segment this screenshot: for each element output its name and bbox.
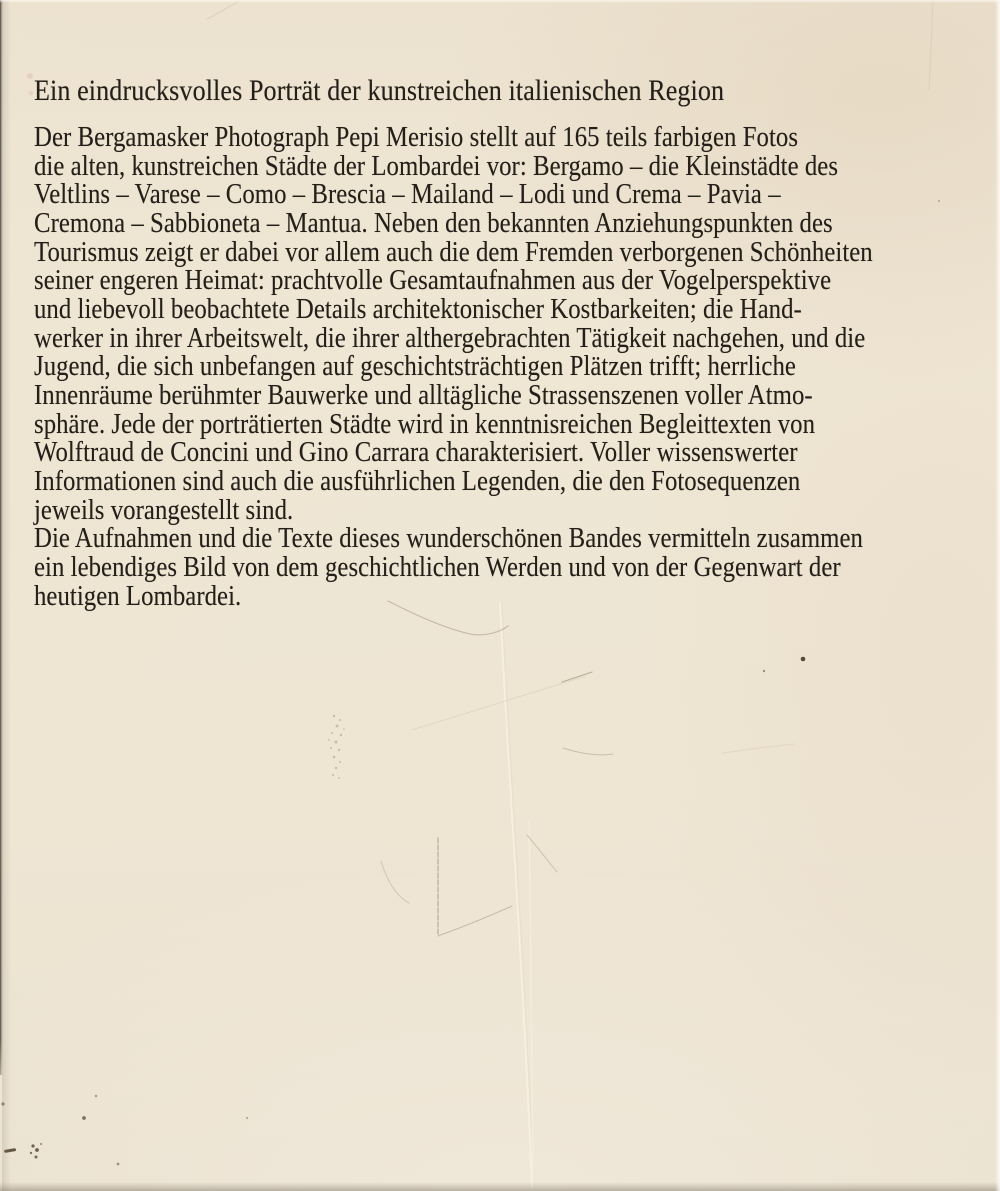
text-line: sphäre. Jede der porträtierten Städte wird in kenntnisreichen Begleittexten von <box>34 408 816 440</box>
scratch-line <box>438 906 512 936</box>
text-line: Informationen sind auch die ausführlichen Legenden, die den Fotosequenzen <box>34 465 801 497</box>
crease-line <box>500 602 532 1189</box>
crease-line <box>502 602 534 1189</box>
scan-edge-left-shadow <box>2 0 11 1191</box>
scan-edge-right-highlight <box>995 0 1000 1191</box>
text-line: seiner engeren Heimat: prachtvolle Gesamtaufnahmen aus der Vogelperspektive <box>34 265 832 297</box>
text-line: Jugend, die sich unbefangen auf geschichtsträchtigen Plätzen trifft; herrliche <box>34 351 796 383</box>
scan-edge-top-highlight <box>0 0 1000 3</box>
scratch-line <box>723 744 794 753</box>
text-block <box>34 74 873 611</box>
text-line: Die Aufnahmen und die Texte dieses wunderschönen Bandes vermitteln zusammen <box>34 523 863 555</box>
page-title: Ein eindrucksvolles Porträt der kunstreichen italienischen Region <box>34 75 725 107</box>
text-line: Veltlins – Varese – Como – Brescia – Mailand – Lodi und Crema – Pavia – <box>34 179 781 211</box>
scan-edge-bottom-shadow <box>0 1182 1000 1191</box>
text-line: ein lebendiges Bild von dem geschichtlichen Werden und von der Gegenwart der <box>34 551 841 583</box>
crease-line <box>207 2 238 19</box>
text-line: und liebevoll beobachtete Details architektonischer Kostbarkeiten; die Hand- <box>34 293 802 325</box>
text-line: heutigen Lombardei. <box>34 580 242 612</box>
text-line: Cremona – Sabbioneta – Mantua. Neben den bekannten Anziehungspunkten des <box>34 207 833 239</box>
scratch-line <box>562 672 592 682</box>
text-line: jeweils vorangestellt sind. <box>34 494 294 526</box>
scratch-line <box>412 676 586 730</box>
scan-edge-left-dark-line <box>0 0 3 1075</box>
scratch-line <box>381 861 409 903</box>
scan-edge-left-fade <box>0 1040 3 1100</box>
text-line: Der Bergamasker Photograph Pepi Merisio stellt auf 165 teils farbigen Fotos <box>34 122 799 153</box>
text-line: die alten, kunstreichen Städte der Lombardei vor: Bergamo – die Kleinstädte des <box>34 150 839 182</box>
text-line: Wolftraud de Concini und Gino Carrara charakterisiert. Voller wissenswerter <box>34 437 798 469</box>
text-line: Innenräume berühmter Bauwerke und alltägliche Strassenszenen voller Atmo- <box>34 379 813 411</box>
text-line: werker in ihrer Arbeitswelt, die ihrer althergebrachten Tätigkeit nachgehen, und die <box>34 322 866 354</box>
paper-smudge <box>328 715 345 779</box>
text-line: Tourismus zeigt er dabei vor allem auch die dem Fremden verborgenen Schönheiten <box>34 236 873 268</box>
description-text <box>34 124 873 611</box>
scratch-line <box>563 748 613 755</box>
scratch-line <box>527 835 557 872</box>
crease-line <box>529 820 533 1189</box>
crease-line <box>929 2 933 90</box>
